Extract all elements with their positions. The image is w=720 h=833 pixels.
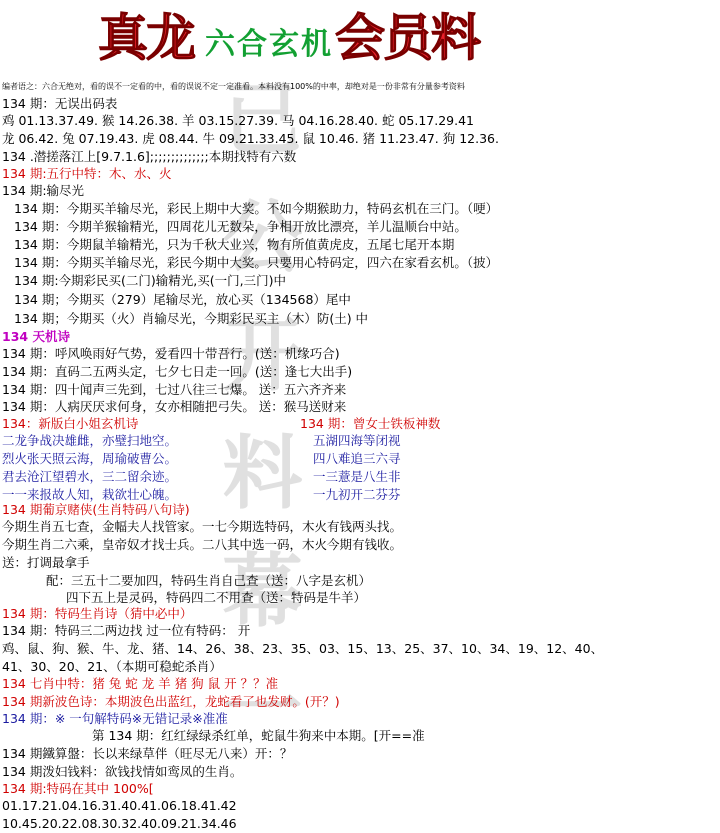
s1-line3: 134 .潜搓落江上[9.7.1.6];;;;;;;;;;;;;;本期找特有六数 xyxy=(2,149,297,164)
banner-title-c: 会员料 xyxy=(335,8,479,67)
texiao-line2: 鸡、鼠、狗、猴、牛、龙、猪、14、26、38、23、35、03、15、13、25、37、10、34、19、12、40、 xyxy=(2,641,604,656)
dusha-line: 今期生肖二六乘，皇帝奴才找士兵。二八其中选一码，木火今期有钱收。 xyxy=(2,537,403,552)
dusha-line: 送：打调最拿手 xyxy=(2,555,90,570)
s2-line: 134 期；今期买（279）尾输尽光，放心买（134568）尾中 xyxy=(14,292,351,307)
pofu-line: 134 期泼妇钱料：欲钱找情如鸾凤的生肖。 xyxy=(2,764,243,779)
watermark xyxy=(215,60,310,780)
watermark-text: 已公开料幕一 xyxy=(222,72,303,756)
tianji-line: 134 期：人病厌厌求何身，女亦相随把弓失。 送：猴马送财来 xyxy=(2,399,347,414)
texiao-title: 134 期：特码生肖诗（猜中必中） xyxy=(2,606,193,621)
tianji-line: 134 期：直码二五两头定，七夕七日走一回。(送：逢七大出手) xyxy=(2,364,353,379)
s2-line: 134 期：今期买羊输尽光，彩民今期中大奖。只要用心特码定，四六在家看玄机。（披） xyxy=(14,255,499,270)
s2-line: 134 期：今期羊猴输精光，四周花儿无数朵，争相开放比漂亮，羊儿温顺台中站。 xyxy=(14,219,467,234)
zaiqizhong-line1: 01.17.21.04.16.31.40.41.06.18.41.42 xyxy=(2,798,237,813)
xinbo-line: 134 期新波色诗：本期波色出蓝红，龙蛇看了也发财。(开？) xyxy=(2,694,340,709)
texiao-line1: 134 期：特码三二两边找 过一位有特码： 开 xyxy=(2,623,251,638)
s2-line: 134 期：今期鼠羊输精光，只为千秋大业兴，物有所值黄虎皮，五尾七尾开本期 xyxy=(14,237,455,252)
teyi-line: 第 134 期：红红绿绿杀红单，蛇鼠牛狗来中本期。[开==准 xyxy=(92,728,425,743)
dusha-pei1: 配：三五十二要加四，特码生肖自己查（送：八字是玄机） xyxy=(46,573,372,588)
disclaimer: 编者语之：六合无绝对，看的误不一定看的中，看的误说不定一定准看。本料没有100%的中率，却绝对是一份非常有分量参考资料 xyxy=(2,82,465,91)
dusha-title: 134 期葡京赌侠(生肖特码八句诗) xyxy=(2,502,190,517)
tianji-line: 134 期：四十闻声三先到，七过八往三七爆。 送：五六齐齐来 xyxy=(2,382,347,397)
zaiqizhong-line2: 10.45.20.22.08.30.32.40.09.21.34.46 xyxy=(2,816,237,831)
tianji-line: 134 期：呼风唤雨好气势，爱看四十带吾行。(送：机缘巧合) xyxy=(2,346,340,361)
xinban-line: 一一来报故人知，栽欲壮心魄。 xyxy=(2,487,178,502)
s2-line: 134 期：今期买羊输尽光，彩民上期中大奖。不如今期猴助力，特码玄机在三门。（哽） xyxy=(14,201,499,216)
tianji-title: 134 天机诗 xyxy=(2,329,70,344)
s2-line: 134 期；今期买（火）肖输尽光，今期彩民买主（木）防(土) 中 xyxy=(14,311,369,326)
zengnvshi-line: 一三薏是八生非 xyxy=(313,469,401,484)
zengnvshi-line: 五湖四海等闭视 xyxy=(313,433,401,448)
banner-title-a: 真龙 xyxy=(98,8,194,67)
banner-title-b: 六合玄机 xyxy=(205,27,333,62)
texiao-line3: 41、30、20、21、（本期可稳蛇杀肖） xyxy=(2,659,222,674)
teyi-label: 134 期：※ 一句解特码※无错记录※准准 xyxy=(2,711,228,726)
banner xyxy=(0,0,720,78)
wuxing-line: 134 期:五行中特：木、水、火 xyxy=(2,166,172,181)
s1-title: 134 期：无误出码表 xyxy=(2,96,118,111)
xinban-title: 134：新版白小姐玄机诗 xyxy=(2,416,139,431)
dusha-pei2: 四下五上是灵码，特码四二不用查（送：特码是牛羊） xyxy=(66,590,367,605)
s1-line1: 鸡 01.13.37.49. 猴 14.26.38. 羊 03.15.27.39. 马 04.16.28.40. 蛇 05.17.29.41 xyxy=(2,113,474,128)
qixiao-line: 134 七肖中特：猪 兔 蛇 龙 羊 猪 狗 鼠 开 ？？准 xyxy=(2,676,279,691)
zaiqizhong-title: 134 期:特码在其中 100%[ xyxy=(2,781,154,796)
zengnvshi-line: 四八难追三六寻 xyxy=(313,451,401,466)
xinban-line: 烈火张天照云海，周瑜破曹公。 xyxy=(2,451,178,466)
dusha-line: 今期生肖五七查，金幅夫人找管家。一七今期选特码，木火有钱两头找。 xyxy=(2,519,403,534)
xinban-line: 君去沧江望碧水，三二留余迹。 xyxy=(2,469,178,484)
s1-line2: 龙 06.42. 兔 07.19.43. 虎 08.44. 牛 09.21.33.45. 鼠 10.46. 猪 11.23.47. 狗 12.36. xyxy=(2,131,499,146)
zengnvshi-title: 134 期：曾女士铁板神数 xyxy=(300,416,441,431)
suanpan-line: 134 期鐵算盤：长以来绿草伴（旺尽无八来）开：？ xyxy=(2,746,293,761)
xinban-line: 二龙争战决雄雌，亦璧扫地空。 xyxy=(2,433,178,448)
s2-head: 134 期:输尽光 xyxy=(2,183,85,198)
zengnvshi-line: 一九初开二芬芬 xyxy=(313,487,401,502)
s2-line: 134 期:今期彩民买(二门)输精光,买(一门,三门)中 xyxy=(14,273,286,288)
